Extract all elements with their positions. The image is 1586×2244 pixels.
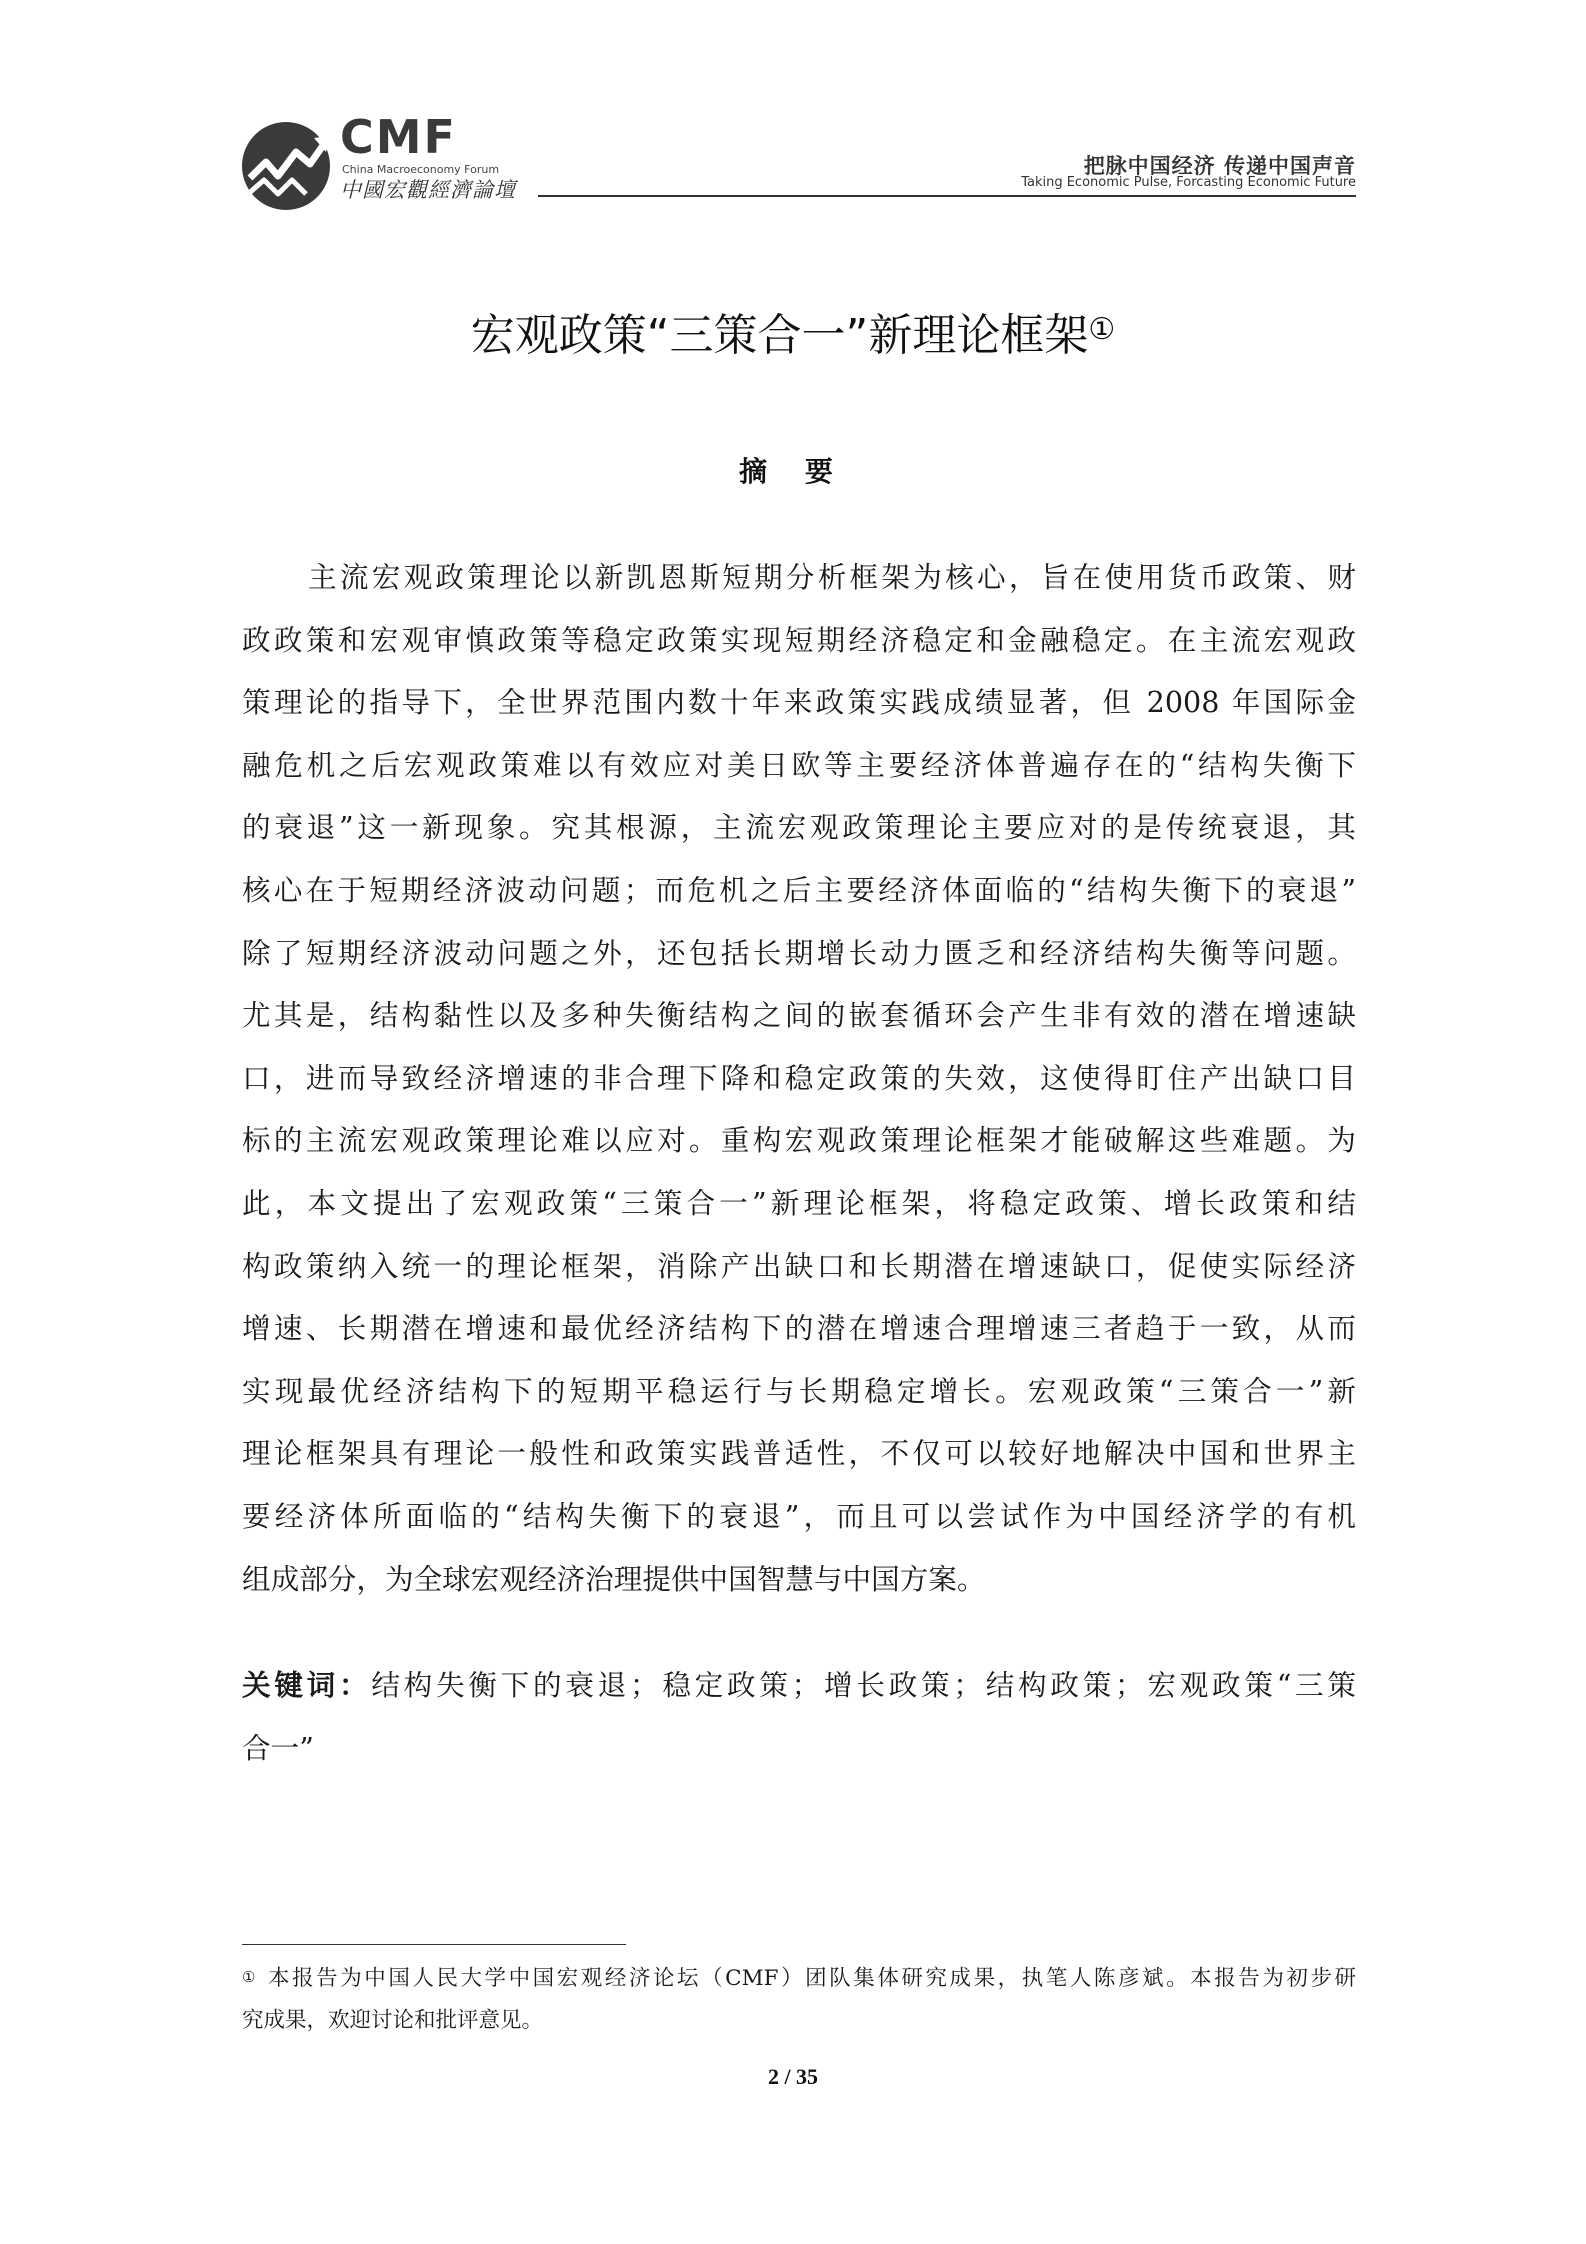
abstract-line: 除了短期经济波动问题之外，还包括长期增长动力匮乏和经济结构失衡等问题。 (242, 935, 1356, 970)
abstract-line: 融危机之后宏观政策难以有效应对美日欧等主要经济体普遍存在的“结构失衡下 (242, 747, 1356, 782)
abstract-line: 构政策纳入统一的理论框架，消除产出缺口和长期潜在增速缺口，促使实际经济 (242, 1248, 1356, 1283)
abstract-line: 政政策和宏观审慎政策等稳定政策实现短期经济稳定和金融稳定。在主流宏观政 (242, 622, 1356, 657)
title-text: 宏观政策“三策合一”新理论框架 (470, 310, 1089, 361)
keywords-text: 结构失衡下的衰退；稳定政策；增长政策；结构政策；宏观政策“三策 (371, 1668, 1356, 1702)
abstract-line: 要经济体所面临的“结构失衡下的衰退”，而且可以尝试作为中国经济学的有机 (242, 1498, 1356, 1533)
abstract-line: 增速、长期潜在增速和最优经济结构下的潜在增速合理增速三者趋于一致，从而 (242, 1311, 1356, 1346)
footnote-mark: ① (242, 1968, 259, 1986)
abstract-line: 实现最优经济结构下的短期平稳运行与长期稳定增长。宏观政策“三策合一”新 (242, 1373, 1356, 1408)
footnote (242, 1958, 1356, 2042)
abstract-line: 尤其是，结构黏性以及多种失衡结构之间的嵌套循环会产生非有效的潜在增速缺 (242, 998, 1356, 1033)
abstract-line: 主流宏观政策理论以新凯恩斯短期分析框架为核心，旨在使用货币政策、财 (308, 560, 1356, 594)
abstract-line: 的衰退”这一新现象。究其根源，主流宏观政策理论主要应对的是传统衰退，其 (242, 810, 1356, 845)
footnote-line (242, 1958, 1356, 2000)
logo-subtitle-cn: 中國宏觀經濟論壇 (340, 178, 516, 202)
keywords (242, 1654, 1356, 1779)
cmf-logo-icon (240, 120, 332, 212)
page-number: 2 / 35 (767, 2064, 819, 2089)
logo-text: CMF (340, 110, 457, 164)
abstract-line: 理论框架具有理论一般性和政策实践普适性，不仅可以较好地解决中国和世界主 (242, 1436, 1356, 1471)
abstract-line: 口，进而导致经济增速的非合理下降和稳定政策的失效，这使得盯住产出缺口目 (242, 1060, 1356, 1095)
document-title (0, 306, 1586, 366)
page-header (240, 112, 1356, 212)
title-footnote-mark: ① (1088, 312, 1116, 347)
abstract-line: 标的主流宏观政策理论难以应对。重构宏观政策理论框架才能破解这些难题。为 (242, 1123, 1356, 1158)
header-divider (538, 195, 1356, 197)
abstract-line: 此，本文提出了宏观政策“三策合一”新理论框架，将稳定政策、增长政策和结 (242, 1185, 1356, 1220)
footnote-divider (242, 1944, 626, 1945)
footnote-line: 究成果，欢迎讨论和批评意见。 (242, 2008, 544, 2033)
abstract-heading: 摘 要 (739, 455, 847, 488)
keywords-label: 关键词： (242, 1668, 372, 1702)
logo-subtitle-en: China Macroeconomy Forum (342, 163, 500, 176)
keywords-line: 合一” (242, 1730, 314, 1765)
keywords-line (242, 1654, 1356, 1717)
abstract-line: 组成部分，为全球宏观经济治理提供中国智慧与中国方案。 (242, 1561, 986, 1596)
abstract-body (242, 546, 1356, 1610)
abstract-line: 策理论的指导下，全世界范围内数十年来政策实践成绩显著，但 2008 年国际金 (242, 685, 1356, 720)
header-slogan-en: Taking Economic Pulse, Forcasting Economic Future (1021, 175, 1356, 190)
footnote-text: 本报告为中国人民大学中国宏观经济论坛（CMF）团队集体研究成果，执笔人陈彦斌。本报告为初步研 (268, 1966, 1356, 1991)
abstract-line: 核心在于短期经济波动问题；而危机之后主要经济体面临的“结构失衡下的衰退” (242, 872, 1356, 907)
header-slogan-cn: 把脉中国经济 传递中国声音 (1083, 154, 1356, 178)
